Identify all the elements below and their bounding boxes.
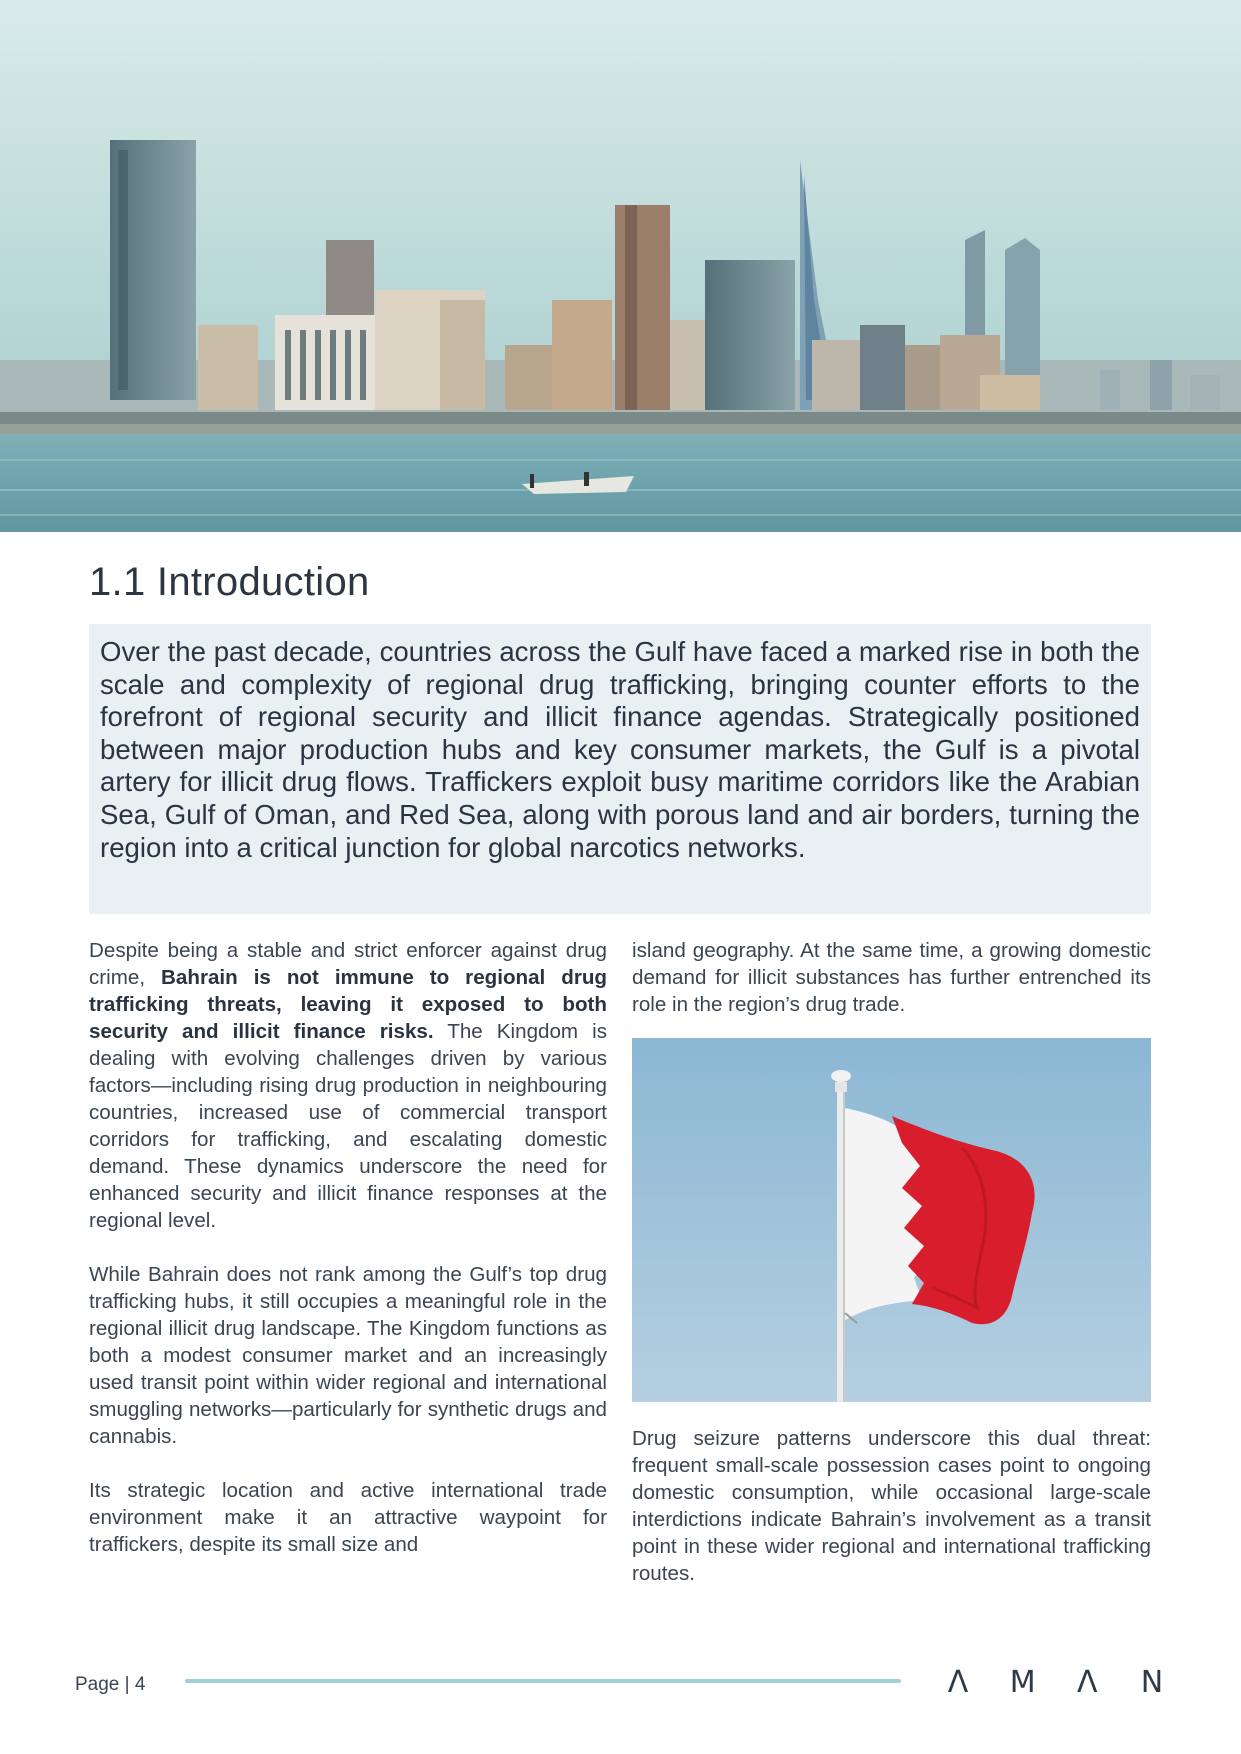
left-paragraph-3: Its strategic location and active international trade environment make it an attractive waypoint for traffickers, despite its small size and [89,1479,607,1556]
bahrain-flag-image [632,1038,1151,1402]
right-paragraph-2: Drug seizure patterns underscore this dual threat: frequent small-scale possession cases point to ongoing domestic consumption, while occasional large-scale interdictions indicate Bahrain’s involvement as a transit point in these wider regional and international trafficking routes. [632,1427,1151,1585]
right-column-top [632,937,1151,1018]
left-p1-text-end: The Kingdom is dealing with evolving challenges driven by various factors—including rising drug production in neighbouring countries, increased use of commercial transport corridors for trafficking, and escalating domestic demand. These dynamics underscore the need for enhanced security and illicit finance responses at the regional level. [89,1020,607,1232]
left-column [89,937,607,1558]
left-paragraph-1 [89,937,607,1234]
logo-letter-3: Λ [1077,1664,1098,1700]
right-column-bottom [632,1425,1151,1587]
right-paragraph-1: island geography. At the same time, a growing domestic demand for illicit substances has further entrenched its role in the region’s drug trade. [632,939,1151,1016]
left-p1-bold-text: Bahrain is not immune to regional drug trafficking threats, leaving it exposed to both security and illicit finance risks. [89,966,608,1043]
left-p1-text: Despite being a stable and strict enforcer against drug crime, [89,939,607,989]
logo-letter-2: M [1009,1664,1036,1700]
hero-skyline-image [0,0,1241,532]
logo-letter-1: Λ [947,1664,969,1700]
intro-paragraph: Over the past decade, countries across the Gulf have faced a marked rise in both the scale and complexity of regional drug trafficking, bringing counter efforts to the forefront of regional security and illicit finance agendas. Strategically positioned between major production hubs and key consumer markets, the Gulf is a pivotal artery for illicit drug flows. Traffickers exploit busy maritime corridors like the Arabian Sea, Gulf of Oman, and Red Sea, along with porous land and air borders, turning the region into a critical junction for global narcotics networks. [100,636,1140,863]
section-title: 1.1 Introduction [89,560,370,604]
aman-logo [944,1666,1166,1698]
intro-highlight-box [89,624,1151,914]
footer-divider [185,1679,901,1683]
page-number: Page | 4 [75,1674,146,1695]
logo-letter-4: N [1140,1664,1164,1700]
left-paragraph-2: While Bahrain does not rank among the Gulf’s top drug trafficking hubs, it still occupies a meaningful role in the regional illicit drug landscape. The Kingdom functions as both a modest consumer market and an increasingly used transit point within wider regional and international smuggling networks—particularly for synthetic drugs and cannabis. [89,1263,607,1448]
